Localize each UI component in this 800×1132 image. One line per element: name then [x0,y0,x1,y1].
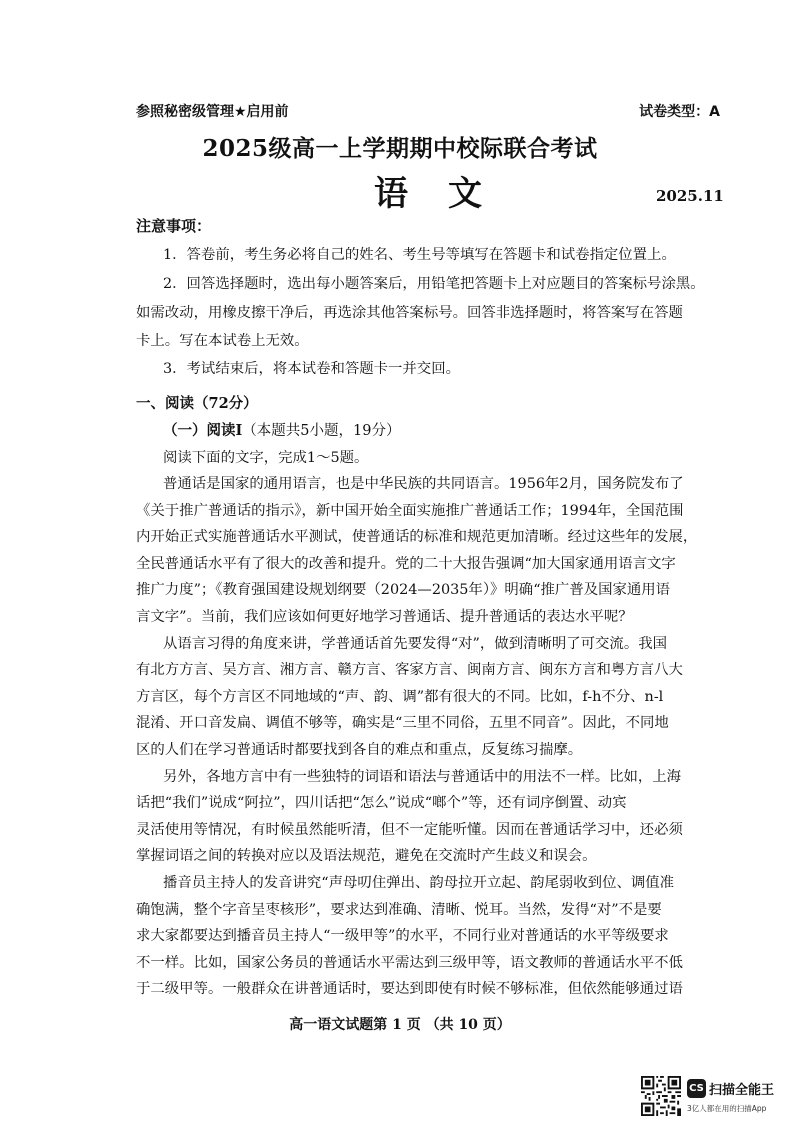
exam-date: 2025.11 [656,187,724,205]
passage-line: 不一样。比如，国家公务员的普通话水平需达到三级甲等，语文教师的普通话水平不低 [136,954,683,971]
passage-line: 推广力度”；《教育强国建设规划纲要（2024—2035年）》明确“推广普及国家通用语 [136,582,671,599]
passage-line: 区的人们在学习普通话时都要找到各自的难点和重点，反复练习揣摩。 [136,742,583,758]
passage-line: 求大家都要达到播音员主持人“一级甲等”的水平，不同行业对普通话的水平等级要求 [136,928,669,945]
notes-line: 1．答卷前，考生务必将自己的姓名、考生号等填写在答题卡和试卷指定位置上。 [163,247,676,263]
page-footer: 高一语文试题第 1 页 （共 10 页） [289,1017,511,1033]
notes-line: 如需改动，用橡皮擦干净后，再选涂其他答案标号。回答非选择题时，将答案写在答题 [136,305,683,321]
passage-line: 全民普通话水平有了很大的改善和提升。党的二十大报告强调“加大国家通用语言文字 [136,555,676,572]
passage-line: 内开始正式实施普通话水平测试，使普通话的标准和规范更加清晰。经过这些年的发展， [136,529,698,546]
passage-line: 另外，各地方言中有一些独特的词语和语法与普通话中的用法不一样。比如，上海 [163,768,682,785]
notes-heading: 注意事项： [136,217,212,235]
passage-line: 《关于推广普通话的指示》，新中国开始全面实施推广普通话工作；1994年，全国范围 [136,502,684,519]
passage-line: 普通话是国家的通用语言，也是中华民族的共同语言。1956年2月，国务院发布了 [163,476,684,492]
subsection-heading [163,419,400,440]
camscanner-logo-icon: CS [687,1079,706,1098]
notes-line: 3．考试结束后，将本试卷和答题卡一并交回。 [163,361,460,377]
notes-line: 2．回答选择题时，选出每小题答案后，用铅笔把答题卡上对应题目的答案标号涂黑。 [163,276,705,292]
passage-line: 掌握词语之间的转换对应以及语法规范，避免在交流时产生歧义和误会。 [136,848,597,865]
passage-line: 有北方方言、吴方言、湘方言、赣方言、客家方言、闽南方言、闽东方言和粤方言八大 [136,662,683,679]
passage-line: 确饱满，整个字音呈枣核形”，要求达到准确、清晰、悦耳。当然，发得“对”不是要 [136,901,662,918]
secrecy-label: 参照秘密级管理★启用前 [136,104,289,120]
passage-line: 混淆、开口音发扁、调值不够等，确实是“三里不同俗，五里不同音”。因此，不同地 [136,715,669,732]
passage-line: 播音员主持人的发音讲究“声母叨住弹出、韵母拉开立起、韵尾弱收到位、调值准 [163,875,675,891]
subsection-label: （一）阅读Ⅰ [163,422,243,439]
passage-line: 言文字”。当前，我们应该如何更好地学习普通话、提升普通话的表达水平呢？ [136,609,633,625]
subject-title: 语文 [374,174,522,214]
passage-line: 灵活使用等情况，有时候虽然能听清，但不一定能听懂。因而在普通话学习中，还必须 [136,821,683,838]
passage-line: 话把“我们”说成“阿拉”，四川话把“怎么”说成“啷个”等，还有词序倒置、动宾 [136,795,627,812]
subsection-info: （本题共5小题，19分） [242,423,401,439]
notes-line: 卡上。写在本试卷上无效。 [136,333,309,349]
paper-type-label: 试卷类型：A [639,104,720,120]
passage-line: 从语言习得的角度来讲，学普通话首先要发得“对”，做到清晰明了可交流。我国 [163,635,667,652]
scanner-app-name: 扫描全能王 [709,1083,775,1098]
section-heading: 一、阅读（72分） [136,395,258,412]
scanner-tagline: 3亿人都在用的扫描App [687,1104,767,1113]
instruction-text: 阅读下面的文字，完成1～5题。 [163,450,369,466]
exam-title: 2025级高一上学期期中校际联合考试 [202,135,598,162]
passage-line: 于二级甲等。一般群众在讲普通话时，要达到即使有时候不够标准，但依然能够通过语 [136,981,683,998]
scanner-watermark [641,1076,791,1120]
passage-line: 方言区，每个方言区不同地域的“声、韵、调”都有很大的不同。比如，f-h不分、n-l [136,688,664,705]
qr-code-icon [641,1076,681,1116]
